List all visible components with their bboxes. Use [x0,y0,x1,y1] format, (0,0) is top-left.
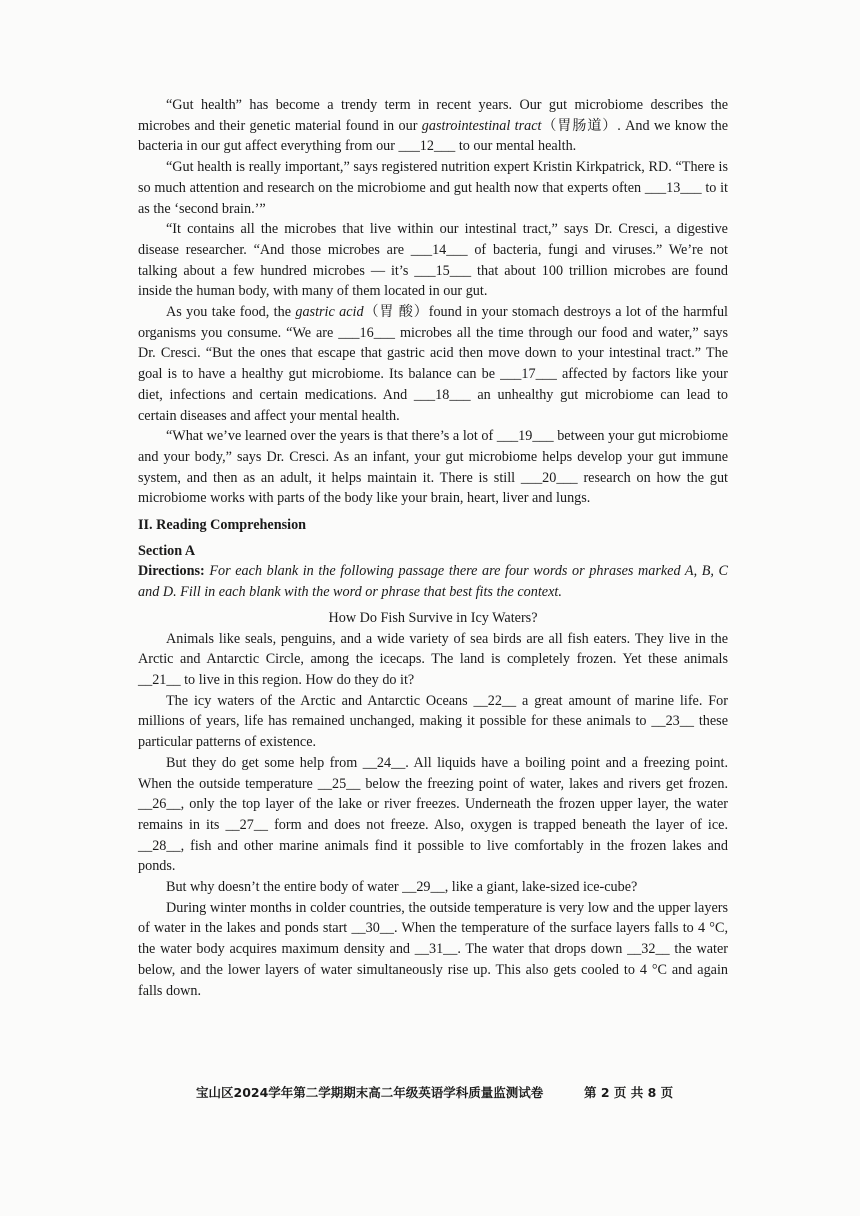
paragraph-text: As you take food, the [166,304,296,321]
paragraph-text: （胃 酸）found in your stomach destroys a lot of the harmful organisms you consume. “We are ___16___ microbes all the time through our food and water,” says Dr. Cresci. “But the ones that escape that gastric acid then move down to your intestinal tract.” The goal is to have a healthy gut microbiome. Its balance can be ___17___ affected by factors like your diet, infections and certain medications. And ___18___ an unhealthy gut microbiome can lead to certain diseases and affect your mental health. [138,304,728,424]
paragraph: Animals like seals, penguins, and a wide variety of sea birds are all fish eaters. They live in the Arctic and Antarctic Circle, among the icecaps. The land is completely frozen. Yet these animals __21__ to live in this region. How do they do it? [138,630,728,688]
paragraph: During winter months in colder countries, the outside temperature is very low and the upper layers of water in the lakes and ponds start __30__. When the temperature of the surface layers falls to 4 °C, the water body acquires maximum density and __31__. The water that drops down __32__ the water below, and the lower layers of water simultaneously rise up. This also gets cooled to 4 °C and again falls down. [138,899,728,999]
paragraph [138,302,728,426]
section-subheading: Section A [138,542,196,559]
term-italic: gastric acid [295,304,364,321]
exam-title: 宝山区2024学年第二学期期末高二年级英语学科质量监测试卷 [196,1085,544,1100]
paragraph: But they do get some help from __24__. All liquids have a boiling point and a freezing point. When the outside temperature __25__ below the freezing point of water, lakes and rivers get frozen. __26__, only the top layer of the lake or river freezes. Underneath the frozen upper layer, the water remains in its __27__ form and does not freeze. Also, oxygen is trapped beneath the layer of ice. __28__, fish and other marine animals find it possible to live comfortably in the frozen lakes and ponds. [138,754,728,875]
term-italic: gastrointestinal tract [421,117,542,134]
paragraph: “What we’ve learned over the years is that there’s a lot of ___19___ between your gut microbiome and your body,” says Dr. Cresci. As an infant, your gut microbiome helps develop your gut immune system, and then as an adult, it helps maintain it. There is still ___20___ research on how the gut microbiome works with parts of the body like your brain, heart, liver and lungs. [138,428,728,507]
directions-label: Directions: [138,563,205,580]
section-heading: II. Reading Comprehension [138,517,307,534]
paragraph: “It contains all the microbes that live within our intestinal tract,” says Dr. Cresci, a digestive disease researcher. “And those microbes are ___14___ of bacteria, fungi and viruses.” We’re not talking about a few hundred microbes — it’s ___15___ that about 100 trillion microbes are found inside the human body, with many of them located in our gut. [138,221,728,300]
paragraph-text: “Gut health” has become a trendy term in recent years. Our gut microbiome describes the microbes and their genetic material found in our [138,97,728,134]
passage-title: How Do Fish Survive in Icy Waters? [328,609,538,626]
page-content [138,95,728,1001]
paragraph-text: （胃肠道）. And we know the bacteria in our gut affect everything from our ___12___ to our mental health. [138,117,728,155]
paragraph: The icy waters of the Arctic and Antarctic Oceans __22__ a great amount of marine life. For millions of years, life has remained unchanged, making it possible for these animals to __23__ these particular patterns of existence. [138,692,728,751]
paragraph: But why doesn’t the entire body of water __29__, like a giant, lake-sized ice-cube? [166,879,638,896]
page-number: 第 2 页 共 8 页 [584,1085,674,1100]
directions [138,561,728,602]
directions-text: For each blank in the following passage there are four words or phrases marked A, B, C and D. Fill in each blank with the word or phrase that best fits the context. [138,563,728,601]
paragraph: “Gut health is really important,” says registered nutrition expert Kristin Kirkpatrick, RD. “There is so much attention and research on the microbiome and gut health now that experts often ___13___ to it as the ‘second brain.’” [138,159,728,217]
paragraph [138,95,728,157]
